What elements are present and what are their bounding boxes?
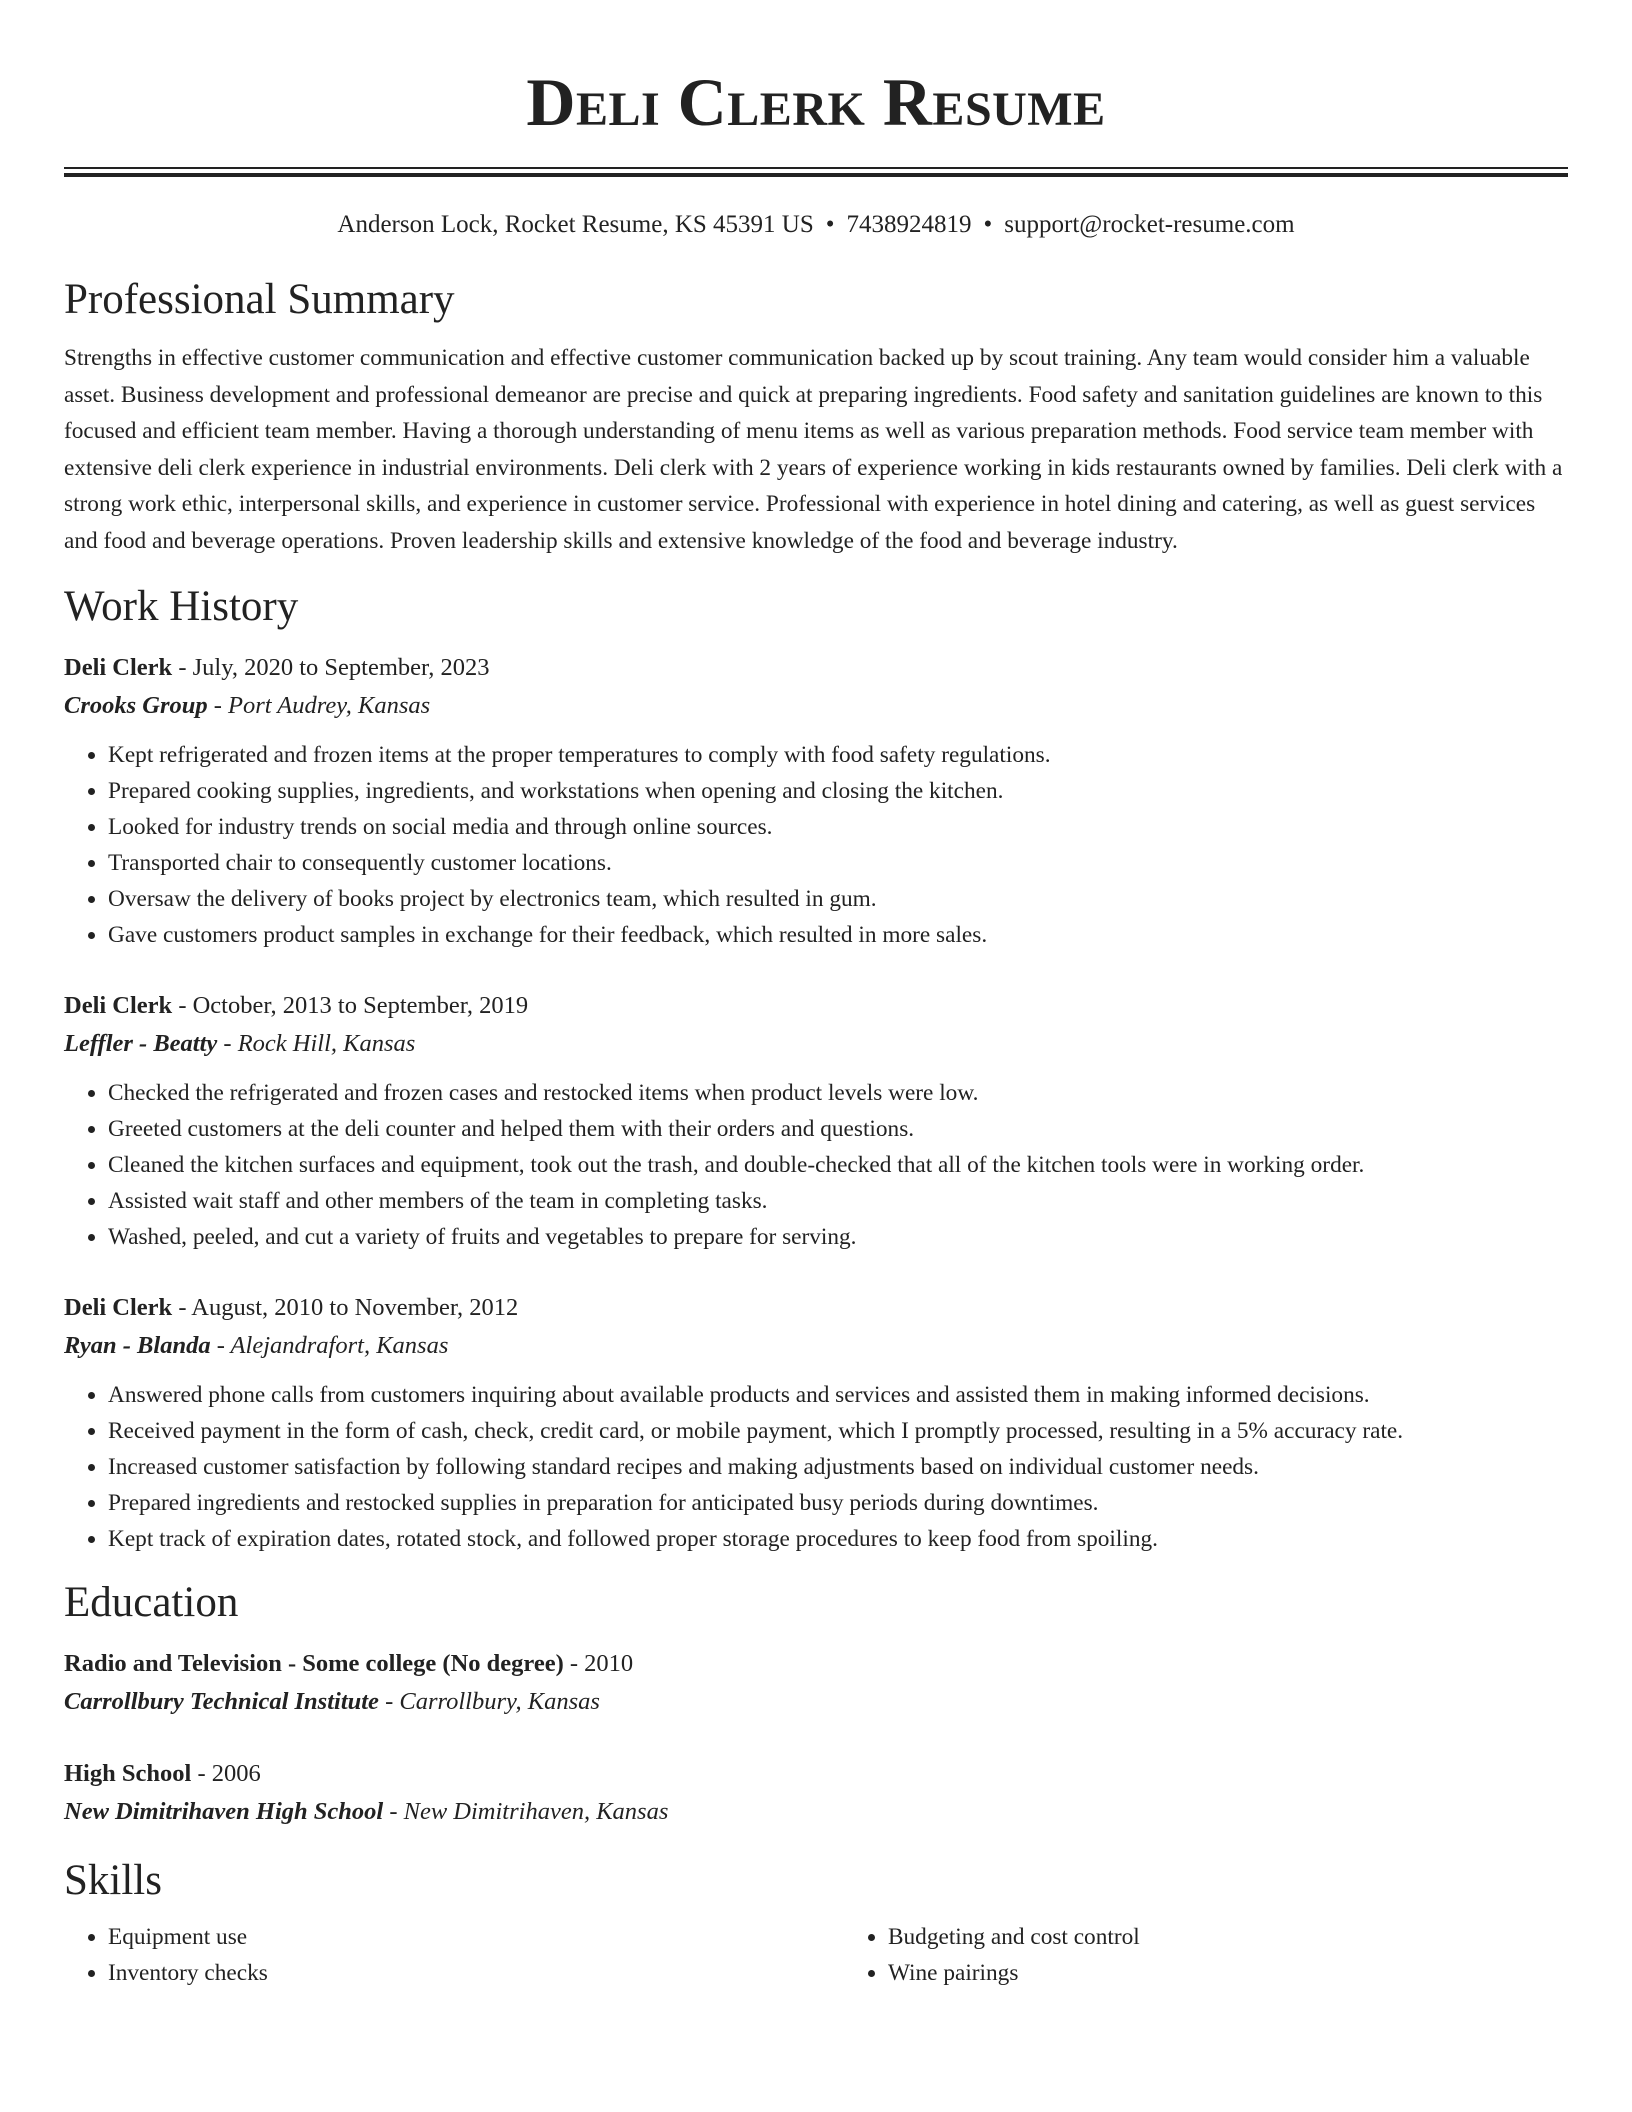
summary-text: Strengths in effective customer communication and effective customer communication backed up by scout training. Any team would consider him a valuable asset. Business development and professional demeanor are precise and quick at preparing ingredients. Food safety and sanitation guidelines are known to this focused and efficient team member. Having a thorough understanding of menu items as well as various preparation methods. Food service team member with extensive deli clerk experience in industrial environments. Deli clerk with 2 years of experience working in kids restaurants owned by families. Deli clerk with a strong work ethic, interpersonal skills, and experience in customer service. Professional with experience in hotel dining and catering, as well as guest services and food and beverage operations. Proven leadership skills and extensive knowledge of the food and beverage industry.	[64, 345, 1563, 554]
skill-item: • Equipment use	[108, 1919, 808, 1955]
job-dates: - October, 2013 to September, 2019	[172, 992, 529, 1019]
education-year: - 2010	[563, 1650, 634, 1677]
job-duty: • Kept refrigerated and frozen items at the proper temperatures to comply with food safety regulations.	[108, 737, 1568, 773]
job-dates: - August, 2010 to November, 2012	[172, 1294, 519, 1321]
contact-line	[64, 208, 1568, 242]
job-title-line	[64, 987, 1568, 1025]
resume-title: Deli Clerk Resume	[526, 64, 1106, 140]
job-duties	[64, 1075, 1568, 1255]
job-duty: • Answered phone calls from customers inquiring about available products and services and assisted them in making informed decisions.	[108, 1377, 1568, 1413]
title-divider	[64, 167, 1568, 177]
job-title: Deli Clerk	[64, 1294, 173, 1321]
education-degree-line	[64, 1645, 1568, 1683]
job-title: Deli Clerk	[64, 992, 173, 1019]
job-dates: - July, 2020 to September, 2023	[172, 654, 490, 681]
job-duty: • Assisted wait staff and other members of the team in completing tasks.	[108, 1183, 1568, 1219]
job-title: Deli Clerk	[64, 654, 173, 681]
job-duty: • Prepared ingredients and restocked supplies in preparation for anticipated busy periods during downtimes.	[108, 1485, 1568, 1521]
skills-heading: Skills	[64, 1857, 162, 1904]
skill-item: • Inventory checks	[108, 1955, 808, 1991]
skill-item: • Wine pairings	[888, 1955, 1140, 1991]
job-entry	[64, 649, 1568, 953]
summary-heading: Professional Summary	[64, 276, 455, 323]
education-school: Carrollbury Technical Institute	[64, 1688, 379, 1715]
education-school: New Dimitrihaven High School	[64, 1798, 384, 1825]
job-duty: • Checked the refrigerated and frozen cases and restocked items when product levels were low.	[108, 1075, 1568, 1111]
job-title-line	[64, 1289, 1568, 1327]
job-duty: • Greeted customers at the deli counter and helped them with their orders and questions.	[108, 1111, 1568, 1147]
job-duty: • Cleaned the kitchen surfaces and equipment, took out the trash, and double-checked that all of the kitchen tools were in working order.	[108, 1147, 1568, 1183]
job-location: - Rock Hill, Kansas	[217, 1030, 416, 1057]
job-company-line	[64, 687, 1568, 725]
education-location: - Carrollbury, Kansas	[378, 1688, 600, 1715]
job-location: - Alejandrafort, Kansas	[210, 1332, 449, 1359]
job-company: Crooks Group	[64, 692, 208, 719]
education-degree-line	[64, 1755, 1568, 1793]
job-duty: • Washed, peeled, and cut a variety of fruits and vegetables to prepare for serving.	[108, 1219, 1568, 1255]
skills-list	[64, 1919, 1568, 1991]
job-company: Ryan - Blanda	[64, 1332, 211, 1359]
education-degree: Radio and Television - Some college (No degree)	[64, 1650, 564, 1677]
job-duty: • Oversaw the delivery of books project by electronics team, which resulted in gum.	[108, 881, 1568, 917]
job-duty: • Kept track of expiration dates, rotated stock, and followed proper storage procedures to keep food from spoiling.	[108, 1521, 1568, 1557]
job-duty: • Transported chair to consequently customer locations.	[108, 845, 1568, 881]
education-school-line	[64, 1683, 1568, 1721]
job-entry	[64, 987, 1568, 1255]
skills-column-left	[64, 1919, 808, 1991]
contact-address: Anderson Lock, Rocket Resume, KS 45391 US	[337, 211, 814, 238]
job-duty: • Increased customer satisfaction by following standard recipes and making adjustments based on individual customer needs.	[108, 1449, 1568, 1485]
skill-item: • Budgeting and cost control	[888, 1919, 1140, 1955]
job-duty: • Gave customers product samples in exchange for their feedback, which resulted in more sales.	[108, 917, 1568, 953]
education-location: - New Dimitrihaven, Kansas	[383, 1798, 669, 1825]
contact-email: support@rocket-resume.com	[1004, 211, 1295, 238]
job-company-line	[64, 1025, 1568, 1063]
education-entry	[64, 1755, 1568, 1831]
job-title-line	[64, 649, 1568, 687]
job-duties	[64, 1377, 1568, 1557]
education-degree: High School	[64, 1760, 192, 1787]
job-duty: • Looked for industry trends on social media and through online sources.	[108, 809, 1568, 845]
job-location: - Port Audrey, Kansas	[207, 692, 431, 719]
job-entry	[64, 1289, 1568, 1557]
skills-column-right	[808, 1919, 1140, 1991]
contact-separator: •	[983, 211, 993, 238]
job-duty: • Received payment in the form of cash, check, credit card, or mobile payment, which I promptly processed, resulting in a 5% accuracy rate.	[108, 1413, 1568, 1449]
education-school-line	[64, 1793, 1568, 1831]
education-heading: Education	[64, 1579, 239, 1626]
contact-separator: •	[825, 211, 835, 238]
job-company: Leffler - Beatty	[64, 1030, 218, 1057]
education-entry	[64, 1645, 1568, 1721]
education-year: - 2006	[191, 1760, 261, 1787]
job-duties	[64, 737, 1568, 953]
contact-phone: 7438924819	[846, 211, 972, 238]
work-history-heading: Work History	[64, 583, 299, 630]
job-company-line	[64, 1327, 1568, 1365]
job-duty: • Prepared cooking supplies, ingredients, and workstations when opening and closing the kitchen.	[108, 773, 1568, 809]
